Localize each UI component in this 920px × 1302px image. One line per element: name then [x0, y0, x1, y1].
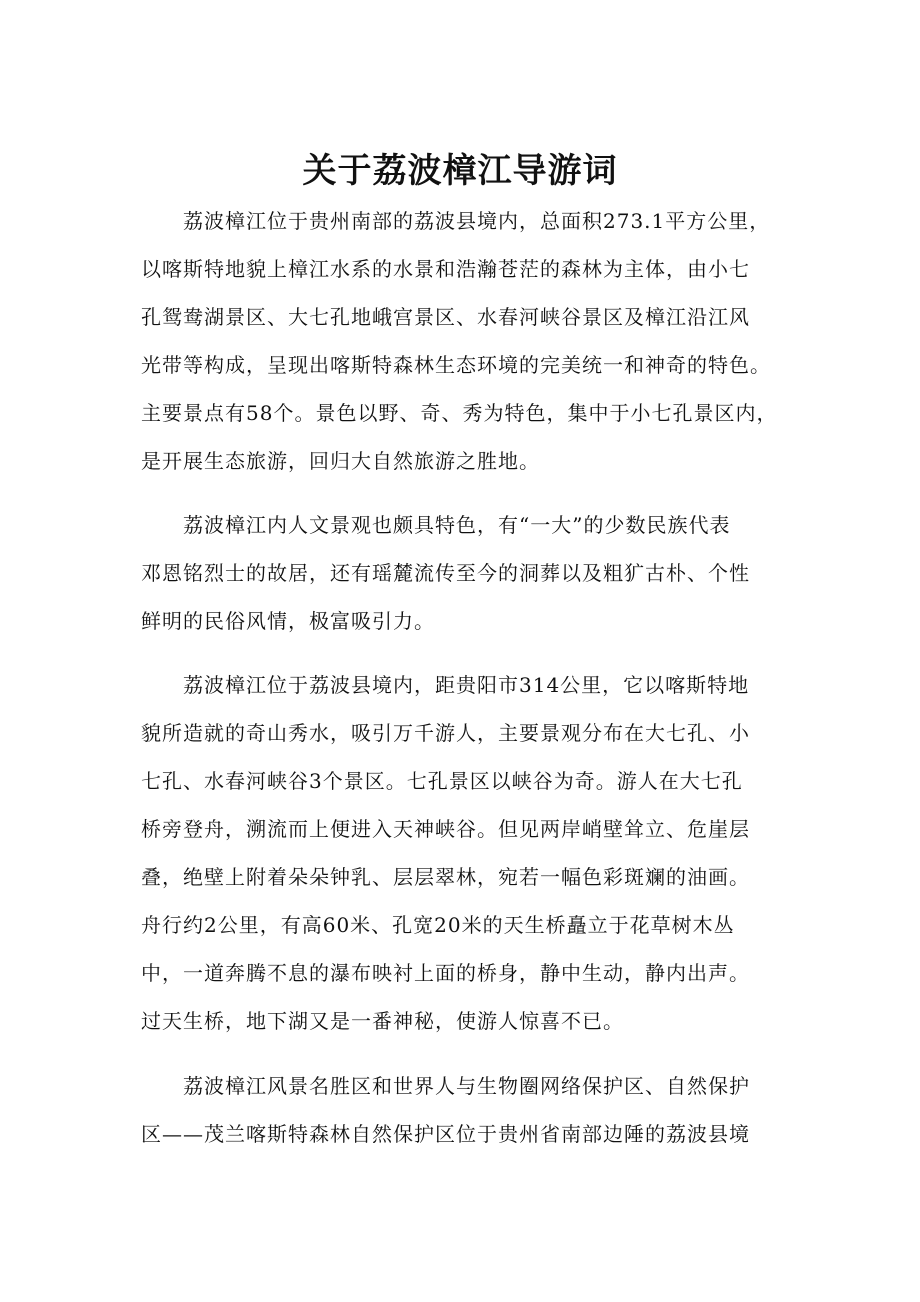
text-line: 过天生桥，地下湖又是一番神秘，使游人惊喜不已。 [141, 1009, 624, 1033]
text-line: 叠，绝壁上附着朵朵钟乳、层层翠林，宛若一幅色彩斑斓的油画。 [141, 865, 750, 889]
text-line: 孔鸳鸯湖景区、大七孔地峨宫景区、水春河峡谷景区及樟江沿江风 [141, 305, 750, 329]
text-line: 是开展生态旅游，回归大自然旅游之胜地。 [141, 449, 540, 473]
text-line: 七孔、水春河峡谷3个景区。七孔景区以峡谷为奇。游人在大七孔 [141, 769, 743, 793]
paragraph-2 [141, 501, 821, 645]
text-line: 荔波樟江位于荔波县境内，距贵阳市314公里，它以喀斯特地 [183, 673, 750, 697]
paragraph-1 [141, 197, 821, 485]
text-line: 区——茂兰喀斯特森林自然保护区位于贵州省南部边陲的荔波县境 [141, 1122, 750, 1146]
text-line: 主要景点有58个。景色以野、奇、秀为特色，集中于小七孔景区内， [141, 401, 778, 425]
document-title: 关于荔波樟江导游词 [302, 151, 618, 191]
text-line: 荔波樟江位于贵州南部的荔波县境内，总面积273.1平方公里， [183, 209, 771, 233]
text-line: 光带等构成，呈现出喀斯特森林生态环境的完美统一和神奇的特色。 [141, 353, 771, 377]
text-line: 邓恩铭烈士的故居，还有瑶麓流传至今的洞葬以及粗犷古朴、个性 [141, 561, 750, 585]
text-line: 中，一道奔腾不息的瀑布映衬上面的桥身，静中生动，静内出声。 [141, 961, 750, 985]
text-line: 荔波樟江风景名胜区和世界人与生物圈网络保护区、自然保护 [183, 1074, 750, 1098]
paragraph-3 [141, 661, 821, 1045]
text-line: 荔波樟江内人文景观也颇具特色，有“一大”的少数民族代表 [183, 513, 731, 537]
text-line: 舟行约2公里，有高60米、孔宽20米的天生桥矗立于花草树木丛 [141, 913, 735, 937]
text-line: 桥旁登舟，溯流而上便进入天神峡谷。但见两岸峭壁耸立、危崖层 [141, 817, 750, 841]
text-line: 鲜明的民俗风情，极富吸引力。 [141, 609, 435, 633]
paragraph-4 [141, 1062, 821, 1158]
text-line: 貌所造就的奇山秀水，吸引万千游人，主要景观分布在大七孔、小 [141, 721, 750, 745]
text-line: 以喀斯特地貌上樟江水系的水景和浩瀚苍茫的森林为主体，由小七 [141, 257, 750, 281]
